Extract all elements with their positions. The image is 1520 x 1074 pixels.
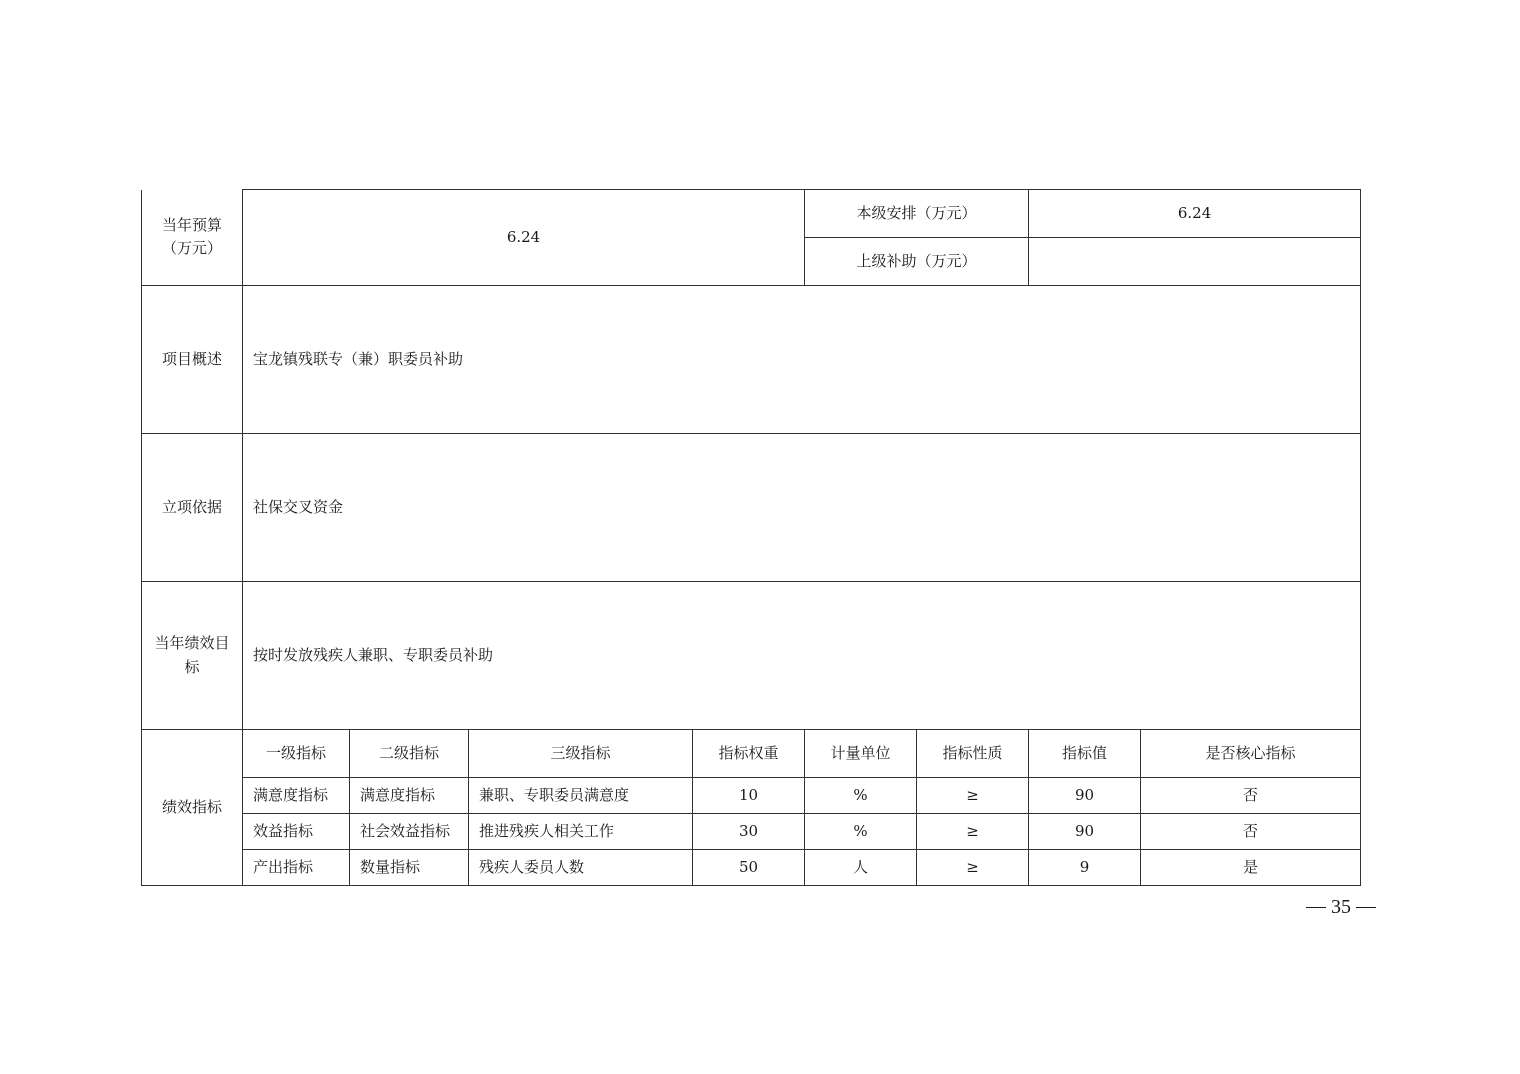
- header-level3: 三级指标: [550, 743, 611, 762]
- nature-value: ≥: [966, 785, 979, 804]
- header-weight: 指标权重: [718, 743, 779, 762]
- indicators-label-cell: [142, 730, 243, 886]
- row-cell: [1141, 850, 1361, 886]
- header-cell: [917, 730, 1029, 778]
- basis-label: 立项依据: [161, 497, 222, 516]
- superior-subsidy-label: 上级补助（万元）: [856, 251, 977, 270]
- header-cell: [1141, 730, 1361, 778]
- row-cell: [805, 778, 917, 814]
- header-core: 是否核心指标: [1205, 743, 1296, 762]
- unit-value: 人: [853, 857, 869, 876]
- budget-label: 当年预算（万元）: [161, 216, 222, 258]
- budget-total-value: 6.24: [506, 227, 541, 246]
- page-number-dash-left: [1306, 907, 1326, 908]
- weight-value: 10: [738, 785, 759, 804]
- row-cell: [350, 850, 469, 886]
- weight-value: 30: [738, 821, 759, 840]
- header-cell: [805, 730, 917, 778]
- row-cell: [693, 814, 805, 850]
- level3-value: 残疾人委员人数: [479, 857, 585, 876]
- core-value: 否: [1243, 785, 1259, 804]
- basis-label-cell: [142, 434, 243, 582]
- project-performance-table: [141, 189, 1361, 886]
- header-cell: [243, 730, 350, 778]
- header-nature: 指标性质: [942, 743, 1003, 762]
- superior-subsidy-value-cell: [1029, 238, 1361, 286]
- overview-text-cell: [243, 286, 1361, 434]
- budget-total-cell: [243, 190, 805, 286]
- core-value: 否: [1243, 821, 1259, 840]
- row-cell: [693, 778, 805, 814]
- level2-value: 社会效益指标: [360, 821, 451, 840]
- level3-value: 推进残疾人相关工作: [479, 821, 615, 840]
- level3-value: 兼职、专职委员满意度: [479, 785, 630, 804]
- row-cell: [917, 814, 1029, 850]
- unit-value: %: [853, 821, 868, 840]
- header-level2: 二级指标: [378, 743, 439, 762]
- row-cell: [693, 850, 805, 886]
- row-cell: [243, 850, 350, 886]
- superior-subsidy-label-cell: [805, 238, 1029, 286]
- row-cell: [1029, 850, 1141, 886]
- local-budget-label: 本级安排（万元）: [856, 203, 977, 222]
- indicators-label: 绩效指标: [161, 797, 222, 816]
- table-row: [142, 850, 1361, 886]
- header-cell: [350, 730, 469, 778]
- level2-value: 满意度指标: [360, 785, 436, 804]
- row-cell: [805, 850, 917, 886]
- row-cell: [1141, 814, 1361, 850]
- local-budget-label-cell: [805, 190, 1029, 238]
- row-cell: [469, 778, 693, 814]
- weight-value: 50: [738, 857, 759, 876]
- overview-label: 项目概述: [161, 349, 222, 368]
- indicator-value: 90: [1075, 785, 1095, 804]
- indicator-value: 9: [1079, 857, 1090, 876]
- header-value: 指标值: [1062, 743, 1108, 762]
- indicator-value: 90: [1075, 821, 1095, 840]
- level1-value: 满意度指标: [253, 785, 329, 804]
- basis-text: 社保交叉资金: [253, 497, 344, 516]
- row-cell: [350, 814, 469, 850]
- local-budget-value: 6.24: [1177, 203, 1212, 222]
- row-cell: [243, 778, 350, 814]
- goal-text-cell: [243, 582, 1361, 730]
- page-number-dash-right: [1356, 907, 1376, 908]
- goal-text: 按时发放残疾人兼职、专职委员补助: [253, 645, 494, 664]
- row-cell: [243, 814, 350, 850]
- header-cell: [1029, 730, 1141, 778]
- header-level1: 一级指标: [265, 743, 326, 762]
- row-cell: [1141, 778, 1361, 814]
- row-cell: [469, 814, 693, 850]
- row-cell: [469, 850, 693, 886]
- overview-label-cell: [142, 286, 243, 434]
- row-cell: [1029, 814, 1141, 850]
- overview-text: 宝龙镇残联专（兼）职委员补助: [253, 349, 464, 368]
- row-cell: [917, 778, 1029, 814]
- goal-label: 当年绩效目标: [154, 634, 230, 676]
- unit-value: %: [853, 785, 868, 804]
- level1-value: 产出指标: [253, 857, 314, 876]
- table-row: [142, 814, 1361, 850]
- basis-text-cell: [243, 434, 1361, 582]
- local-budget-value-cell: [1029, 190, 1361, 238]
- row-cell: [350, 778, 469, 814]
- nature-value: ≥: [966, 821, 979, 840]
- row-cell: [1029, 778, 1141, 814]
- nature-value: ≥: [966, 857, 979, 876]
- row-cell: [805, 814, 917, 850]
- header-unit: 计量单位: [830, 743, 891, 762]
- level1-value: 效益指标: [253, 821, 314, 840]
- header-cell: [693, 730, 805, 778]
- page-number: [1300, 893, 1382, 921]
- row-cell: [917, 850, 1029, 886]
- table-row: [142, 778, 1361, 814]
- core-value: 是: [1243, 857, 1259, 876]
- level2-value: 数量指标: [360, 857, 421, 876]
- budget-label-cell: [142, 190, 243, 286]
- page-number-value: 35: [1331, 896, 1351, 918]
- header-cell: [469, 730, 693, 778]
- goal-label-cell: [142, 582, 243, 730]
